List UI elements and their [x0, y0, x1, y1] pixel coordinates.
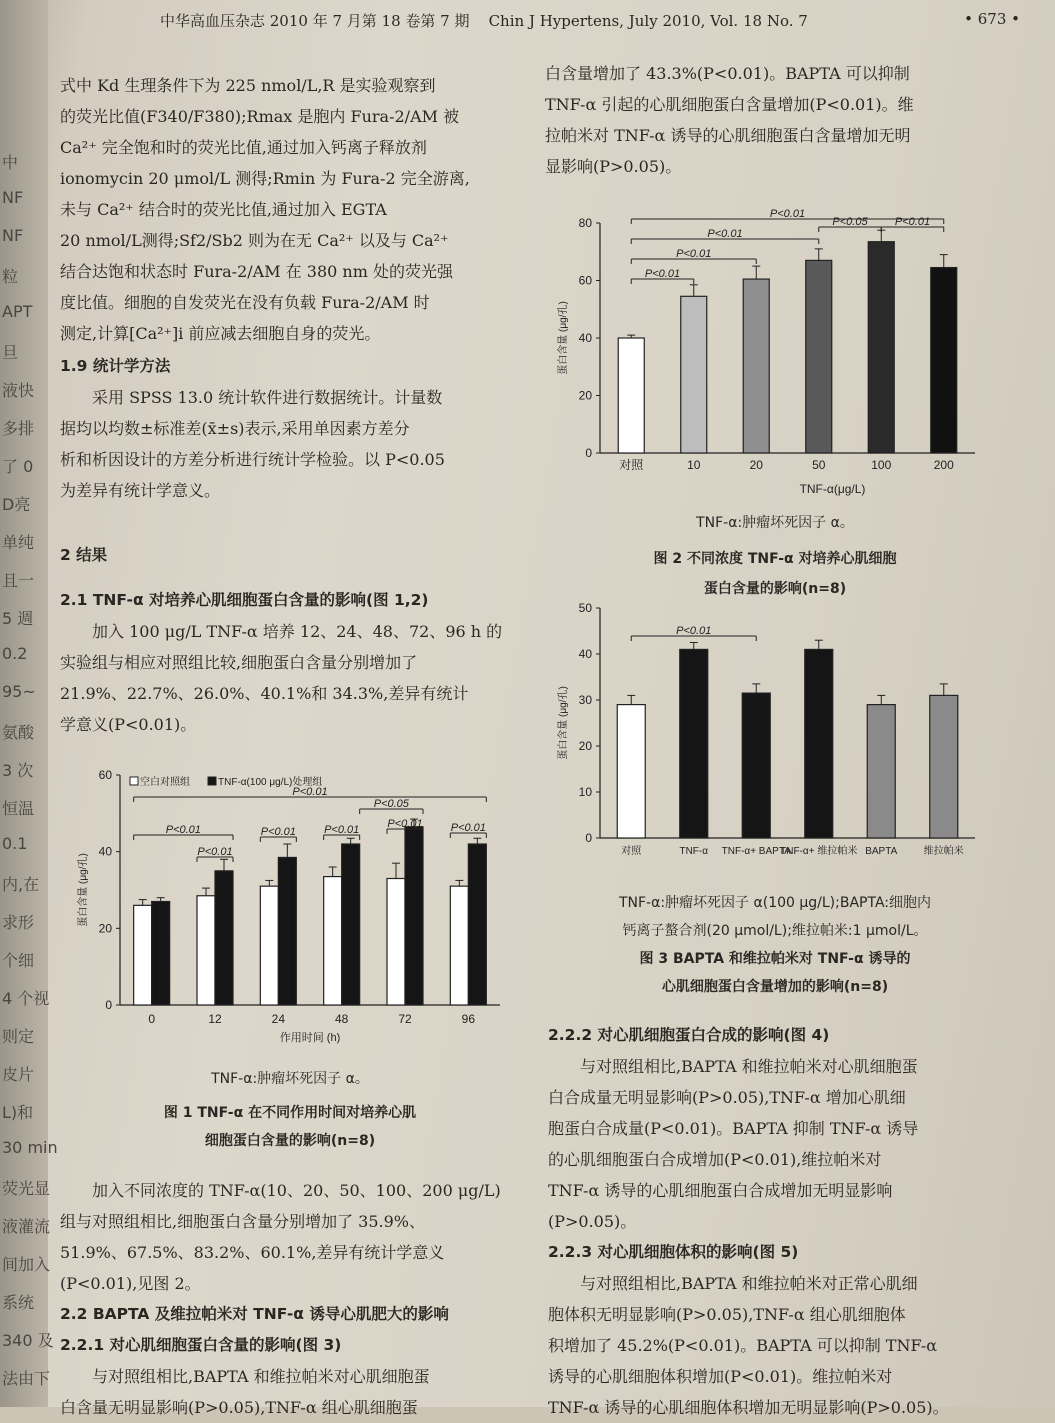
p-value-label: P<0.01	[197, 846, 233, 858]
section-2-heading: 2 结果	[60, 546, 108, 564]
x-tick-label: BAPTA	[865, 846, 898, 857]
bar	[680, 649, 708, 838]
figure-2-caption	[560, 512, 990, 598]
margin-fragment: NF	[2, 226, 24, 245]
figure-3-title-2: 心肌细胞蛋白含量增加的影响(n=8)	[661, 979, 889, 995]
concentration-text-line: 加入不同浓度的 TNF-α(10、20、50、100、200 μg/L)	[92, 1181, 501, 1200]
x-tick-label: 200	[933, 458, 954, 472]
section-2-2-heading: 2.2 BAPTA 及维拉帕米对 TNF-α 诱导心肌肥大的影响	[60, 1305, 449, 1323]
result-2-2-2-line: (P>0.05)。	[548, 1212, 637, 1231]
x-tick-label: 10	[687, 458, 701, 472]
margin-fragment: 恒温	[2, 799, 35, 818]
margin-fragment: 系统	[2, 1293, 35, 1312]
body-text-line: 度比值。细胞的自发荧光在没有负载 Fura-2/AM 时	[60, 293, 430, 312]
y-tick-label: 20	[578, 388, 592, 403]
running-header	[160, 8, 1020, 36]
margin-fragment: 间加入	[2, 1255, 51, 1274]
section-2-1-heading: 2.1 TNF-α 对培养心肌细胞蛋白含量的影响(图 1,2)	[60, 591, 429, 609]
margin-fragment: 中	[2, 153, 19, 172]
x-tick-label: 20	[749, 458, 763, 472]
margin-fragment: 340 及	[2, 1331, 54, 1350]
result-2-1-line: 实验组与相应对照组比较,细胞蛋白含量分别增加了	[60, 653, 418, 672]
x-tick-label: 对照	[621, 846, 642, 857]
bar	[930, 695, 958, 838]
margin-fragment: 且一	[2, 571, 35, 590]
x-tick-label: 维拉帕米	[923, 846, 964, 857]
right-column-top	[545, 58, 1005, 182]
right-top-text-line: TNF-α 引起的心肌细胞蛋白含量增加(P<0.01)。维	[545, 95, 914, 114]
margin-fragment: 粒	[2, 267, 19, 286]
p-value-label: P<0.01	[676, 625, 712, 637]
figure-3-chart	[545, 590, 985, 890]
p-value-label: P<0.01	[450, 822, 486, 834]
result-2-2-2-line: 的心肌细胞蛋白合成增加(P<0.01),维拉帕米对	[548, 1150, 882, 1169]
figure-3-title-1: 图 3 BAPTA 和维拉帕米对 TNF-α 诱导的	[639, 951, 911, 967]
margin-fragment: L)和	[2, 1103, 34, 1122]
y-tick-label: 40	[578, 647, 592, 661]
margin-fragment: 氨酸	[2, 723, 35, 742]
bar-tnf	[152, 902, 170, 1006]
figure-3-note-1: TNF-α:肿瘤坏死因子 α(100 μg/L);BAPTA:细胞内	[618, 895, 931, 911]
concentration-text-line: (P<0.01),见图 2。	[60, 1274, 201, 1293]
margin-fragment: D亮	[2, 495, 31, 514]
figure-2-title-1: 图 2 不同浓度 TNF-α 对培养心肌细胞	[653, 551, 897, 567]
legend-swatch	[130, 777, 138, 785]
margin-fragment: 4 个视	[2, 989, 50, 1008]
x-tick-label: TNF-α+ BAPTA	[721, 846, 791, 857]
y-tick-label: 40	[98, 844, 112, 859]
journal-en: Chin J Hypertens, July 2010, Vol. 18 No. 7	[488, 12, 808, 30]
bar-tnf	[468, 844, 486, 1005]
body-text-line: 式中 Kd 生理条件下为 225 nmol/L,R 是实验观察到	[60, 76, 436, 95]
x-tick-label: 96	[461, 1012, 476, 1026]
concentration-text-line: 组与对照组相比,细胞蛋白含量分别增加了 35.9%、	[60, 1212, 426, 1231]
bar	[681, 296, 707, 453]
left-column-bottom	[60, 1175, 520, 1423]
x-tick-label: 12	[208, 1012, 222, 1026]
body-text-line: 结合达饱和状态时 Fura-2/AM 在 380 nm 处的荧光强	[60, 262, 453, 281]
result-2-2-3-line: 诱导的心肌细胞体积增加(P<0.01)。维拉帕米对	[548, 1367, 893, 1386]
figure-3	[545, 590, 985, 890]
stats-text-line: 据均以均数±标准差(x̄±s)表示,采用单因素方差分	[60, 419, 410, 438]
stats-text-line: 为差异有统计学意义。	[60, 481, 221, 500]
margin-fragment: APT	[2, 302, 33, 321]
x-tick-label: 24	[271, 1012, 286, 1026]
y-tick-label: 80	[578, 216, 592, 230]
figure-1-title-1: 图 1 TNF-α 在不同作用时间对培养心肌	[163, 1105, 417, 1121]
x-tick-label: TNF-α+ 维拉帕米	[780, 846, 858, 857]
section-2-2-1-heading: 2.2.1 对心肌细胞蛋白含量的影响(图 3)	[60, 1336, 342, 1354]
result-2-2-3-line: 积增加了 45.2%(P<0.01)。BAPTA 可以抑制 TNF-α	[548, 1336, 938, 1355]
margin-fragment: 个细	[2, 951, 35, 970]
bar	[868, 242, 894, 453]
y-tick-label: 60	[578, 273, 592, 288]
x-tick-label: 72	[398, 1012, 412, 1026]
y-axis-label: 蛋白含量 (μg/孔)	[78, 853, 89, 927]
right-top-text-line: 显影响(P>0.05)。	[545, 157, 682, 176]
bar-control	[197, 896, 215, 1005]
result-2-2-3-line: TNF-α 诱导的心肌细胞体积增加无明显影响(P>0.05)。	[548, 1398, 949, 1417]
bar	[805, 649, 833, 838]
bar-control	[387, 879, 405, 1006]
x-tick-label: TNF-α	[679, 846, 709, 857]
x-tick-label: 50	[812, 458, 826, 472]
figure-1-note: TNF-α:肿瘤坏死因子 α。	[211, 1071, 369, 1087]
y-tick-label: 40	[578, 331, 592, 345]
result-2-1-line: 21.9%、22.7%、26.0%、40.1%和 34.3%,差异有统计	[60, 684, 469, 703]
y-tick-label: 0	[585, 831, 592, 845]
legend-label: 空白对照组	[140, 777, 190, 788]
x-tick-label: 对照	[619, 458, 644, 472]
margin-fragment: NF	[2, 188, 24, 207]
bar	[806, 260, 832, 453]
result-2-2-2-line: 胞蛋白合成量(P<0.01)。BAPTA 抑制 TNF-α 诱导	[548, 1119, 919, 1138]
margin-fragment: 内,在	[2, 875, 40, 894]
y-tick-label: 0	[105, 998, 112, 1012]
p-value-label: P<0.01	[894, 216, 931, 228]
figure-2-note: TNF-α:肿瘤坏死因子 α。	[696, 515, 854, 531]
margin-fragment: 单纯	[2, 533, 35, 552]
bar-control	[260, 886, 278, 1005]
bar-tnf	[405, 827, 423, 1005]
bar	[617, 705, 645, 838]
margin-fragment: 荧光显	[2, 1179, 51, 1198]
right-top-text-line: 拉帕米对 TNF-α 诱导的心肌细胞蛋白含量增加无明	[545, 126, 911, 145]
margin-fragment: 旦	[2, 343, 19, 362]
body-text-line: 20 nmol/L测得;Sf2/Sb2 则为在无 Ca²⁺ 以及与 Ca²⁺	[60, 231, 449, 250]
p-value-label: P<0.01	[324, 824, 360, 836]
bar-control	[324, 877, 342, 1005]
margin-fragment: 0.2	[2, 644, 28, 663]
margin-fragment: 则定	[2, 1027, 35, 1046]
y-tick-label: 30	[578, 693, 592, 707]
right-column-bottom	[548, 1020, 998, 1423]
figure-1-chart	[60, 755, 520, 1055]
figure-1-caption	[60, 1068, 520, 1150]
margin-fragment: 液灌流	[2, 1217, 51, 1236]
journal-info	[160, 10, 808, 31]
section-2-2-3-heading: 2.2.3 对心肌细胞体积的影响(图 5)	[548, 1243, 799, 1261]
bar-tnf	[215, 871, 233, 1005]
y-tick-label: 20	[578, 739, 592, 753]
section-2-2-2-heading: 2.2.2 对心肌细胞蛋白合成的影响(图 4)	[548, 1026, 830, 1044]
concentration-text-line: 51.9%、67.5%、83.2%、60.1%,差异有统计学意义	[60, 1243, 445, 1262]
figure-2	[545, 205, 985, 505]
result-2-2-1-line: 白含量无明显影响(P>0.05),TNF-α 组心肌细胞蛋	[60, 1398, 418, 1417]
bar-control	[134, 905, 152, 1005]
margin-fragment: 95~	[2, 682, 36, 701]
margin-fragment: 法由下	[2, 1369, 51, 1388]
legend-label: TNF-α(100 μg/L)处理组	[218, 777, 323, 788]
margin-fragment: 30 min	[2, 1138, 58, 1157]
p-value-label: P<0.05	[832, 216, 868, 228]
right-top-text-line: 白含量增加了 43.3%(P<0.01)。BAPTA 可以抑制	[545, 64, 910, 83]
bar-control	[450, 886, 468, 1005]
x-tick-label: 100	[871, 458, 892, 472]
margin-fragment: 0.1	[2, 834, 28, 853]
y-axis-label: 蛋白含量 (μg/孔)	[558, 686, 569, 760]
p-value-label: P<0.01	[676, 248, 712, 260]
page-number: • 673 •	[964, 10, 1020, 28]
margin-fragment: 多排	[2, 419, 35, 438]
journal-cn: 中华高血压杂志 2010 年 7 月第 18 卷第 7 期	[160, 12, 470, 30]
y-tick-label: 0	[585, 446, 592, 460]
body-text-line: Ca²⁺ 完全饱和时的荧光比值,通过加入钙离子释放剂	[60, 138, 427, 157]
y-tick-label: 20	[98, 921, 112, 936]
x-tick-label: 0	[148, 1012, 156, 1026]
result-2-2-3-line: 胞体积无明显影响(P>0.05),TNF-α 组心肌细胞体	[548, 1305, 906, 1324]
result-2-2-2-line: 与对照组相比,BAPTA 和维拉帕米对心肌细胞蛋	[580, 1057, 918, 1076]
x-tick-label: 48	[334, 1012, 349, 1026]
margin-fragment: 5 週	[2, 609, 34, 628]
margin-fragment: 求形	[2, 913, 35, 932]
bar	[618, 338, 644, 453]
margin-fragment: 了 0	[2, 457, 34, 476]
y-tick-label: 50	[578, 601, 592, 615]
figure-2-chart	[545, 205, 985, 505]
stats-text-line: 采用 SPSS 13.0 统计软件进行数据统计。计量数	[92, 388, 443, 407]
result-2-2-3-line: 与对照组相比,BAPTA 和维拉帕米对正常心肌细	[580, 1274, 918, 1293]
body-text-line: ionomycin 20 μmol/L 测得;Rmin 为 Fura-2 完全游离,	[60, 169, 470, 188]
figure-1	[60, 755, 520, 1055]
p-value-label: P<0.01	[644, 268, 681, 280]
p-value-label: P<0.01	[707, 228, 743, 240]
p-value-label: P<0.05	[373, 798, 409, 810]
figure-2-title-2: 蛋白含量的影响(n=8)	[703, 581, 847, 597]
section-1-9-heading: 1.9 统计学方法	[60, 357, 171, 375]
p-value-label: P<0.01	[165, 824, 201, 836]
result-2-1-line: 加入 100 μg/L TNF-α 培养 12、24、48、72、96 h 的	[92, 622, 503, 641]
bar-tnf	[278, 857, 296, 1005]
body-text-line: 的荧光比值(F340/F380);Rmax 是胞内 Fura-2/AM 被	[60, 107, 460, 126]
p-value-label: P<0.01	[292, 786, 328, 798]
y-tick-label: 10	[578, 785, 592, 799]
body-text-line: 测定,计算[Ca²⁺]i 前应减去细胞自身的荧光。	[60, 324, 381, 343]
adjacent-page-edge	[0, 0, 58, 1407]
x-axis-label: 作用时间 (h)	[279, 1032, 341, 1044]
x-axis-label: TNF-α(μg/L)	[799, 482, 866, 496]
result-2-2-1-line: 与对照组相比,BAPTA 和维拉帕米对心肌细胞蛋	[92, 1367, 430, 1386]
y-axis-label: 蛋白含量 (μg/孔)	[558, 301, 569, 375]
bar	[931, 268, 957, 453]
bar	[867, 705, 895, 838]
margin-fragment: 3 次	[2, 761, 34, 780]
figure-1-title-2: 细胞蛋白含量的影响(n=8)	[204, 1133, 376, 1149]
bar	[742, 693, 770, 838]
p-value-label: P<0.01	[260, 826, 296, 838]
bar	[743, 279, 769, 453]
y-tick-label: 60	[98, 768, 112, 782]
left-column-top	[60, 70, 515, 740]
bar-tnf	[342, 844, 360, 1005]
legend-swatch	[208, 777, 216, 785]
margin-fragment: 皮片	[2, 1065, 35, 1084]
p-value-label: P<0.01	[769, 208, 806, 220]
margin-fragment: 液快	[2, 381, 35, 400]
figure-3-note-2: 钙离子螯合剂(20 μmol/L);维拉帕米:1 μmol/L。	[622, 923, 928, 939]
figure-3-caption	[560, 892, 990, 996]
stats-text-line: 析和析因设计的方差分析进行统计学检验。以 P<0.05	[60, 450, 445, 469]
result-2-2-2-line: TNF-α 诱导的心肌细胞蛋白合成增加无明显影响	[548, 1181, 893, 1200]
body-text-line: 未与 Ca²⁺ 结合时的荧光比值,通过加入 EGTA	[60, 200, 387, 219]
result-2-1-line: 学意义(P<0.01)。	[60, 715, 197, 734]
result-2-2-2-line: 白合成量无明显影响(P>0.05),TNF-α 增加心肌细	[548, 1088, 906, 1107]
p-value-label: P<0.01	[387, 818, 423, 830]
